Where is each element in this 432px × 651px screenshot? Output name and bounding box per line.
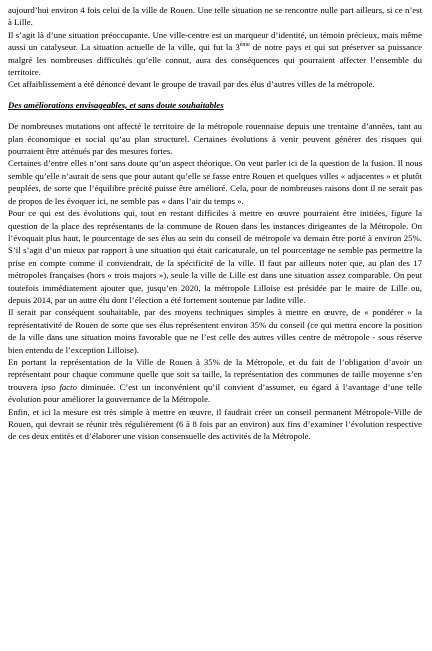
- section-heading: Des améliorations envisageables, et sans doute souhaitables: [8, 99, 224, 110]
- paragraph-representation-text: En portant la représentation de la Ville de Rouen à 35% de la Métropole, et du fait de l’obligation d’avoir un représentant pour chaque commune quelle que soit sa taille, la représentation des communes de taille moyenne s’en trouvera: [8, 356, 422, 392]
- paragraph-fusion: Certaines d’entre elles n’ont sans doute qu’un aspect théorique. On veut parler ici de la question de la fusion. Il nous semble qu’elle n’aurait de sens que pour autant qu’elle se fasse entre Rouen et quelques villes « adjacentes » et plutôt peuplées, de sorte que l’équilibre précité puisse être amélioré. Cela, pour de nombreuses raisons dont il ne serait pas de propos de les évoquer ici, ne semble pas « dans l’air du temps ».: [8, 158, 422, 206]
- paragraph-mutations: De nombreuses mutations ont affecté le territoire de la métropole rouennaise depuis une trentaine d’années, tant au plan économique et social qu’au plan structurel. Certaines évolutions à venir peuvent générer des risques qui pourraient être atténués par des mesures fortes.: [8, 121, 422, 157]
- paragraph-situation-rest: de notre pays et qui sut préserver sa puissance malgré les nombreuses difficultés qu’elle connut, aura des conséquences qui pourraient affecter l’ensemble du territoire.: [8, 42, 422, 78]
- ordinal-superscript: ème: [239, 42, 250, 49]
- paragraph-ponderation: Il serait par conséquent souhaitable, par des moyens techniques simples à mettre en œuvre, de « pondérer » la représentativité de Rouen de sorte que ses élus représentent environ 35% du conseil (ce qui mettra encore la position de la ville dans une situation moins favorable que ne l’est celle des autres villes centre de métropole - sous réserve bien entendu de l’exception Lilloise).: [8, 307, 422, 355]
- paragraph-affaiblissement: Cet affaiblissement a été dénoncé devant le groupe de travail par des élus d’autres villes de la métropole.: [8, 79, 375, 90]
- paragraph-representation-rest: diminuée. C’est un inconvénient qu’il convient d’assumer, eu égard à l’avantage d’une telle évolution pour améliorer la gouvernance de la Métropole.: [8, 381, 422, 405]
- paragraph-conseil-permanent: Enfin, et ici la mesure est très simple à mettre en œuvre, il faudrait créer un conseil permanent Métropole-Ville de Rouen, qui devrait se réunir très régulièrement (6 à 8 fois par an environ) aux fins d’examiner l’évolution respective de ces deux entités et d’élaborer une vision consensuelle des activités de la Métropole.: [8, 406, 422, 442]
- latin-phrase: ipso facto: [41, 381, 77, 392]
- paragraph-situation-text: Il s’agit là d’une situation préoccupante. Une ville-centre est un marqueur d’identité, un témoin précieux, mais même aussi un catalyseur. La situation actuelle de la ville, qui fut la 3: [8, 29, 422, 53]
- paragraph-intro: aujourd’hui environ 4 fois celui de la ville de Rouen. Une telle situation ne se rencontre nulle part ailleurs, si ce n’est à Lille.: [8, 5, 422, 28]
- paragraph-representation: [8, 356, 422, 406]
- spacer: [8, 91, 422, 99]
- paragraph-evolutions: Pour ce qui est des évolutions qui, tout en restant difficiles à mettre en œuvre pourraient être initiées, figure la question de la place des représentants de la commune de Rouen dans les instances dirigeantes de la Métropole. On l’évoquait plus haut, le pourcentage de ses élus au sein du conseil de métropole va demain être porté à environ 25%. S’il s’agit d’un mieux par rapport à une situation qui était caricaturale, un tel pourcentage ne semble pas permettre la prise en compte comme il conviendrait, de la spécificité de la ville. Il faut par ailleurs noter que, au plan des 17 métropoles françaises (hors « trois majors »), seule la ville de Lille est dans une situation assez comparable. On peut toutefois immédiatement ajouter que, jusqu’en 2020, la métropole Lilloise est présidée par le maire de Lille ou, depuis 2014, par un autre élu dont l’élection a été fortement soutenue par ladite ville.: [8, 208, 422, 305]
- paragraph-situation: [8, 29, 422, 79]
